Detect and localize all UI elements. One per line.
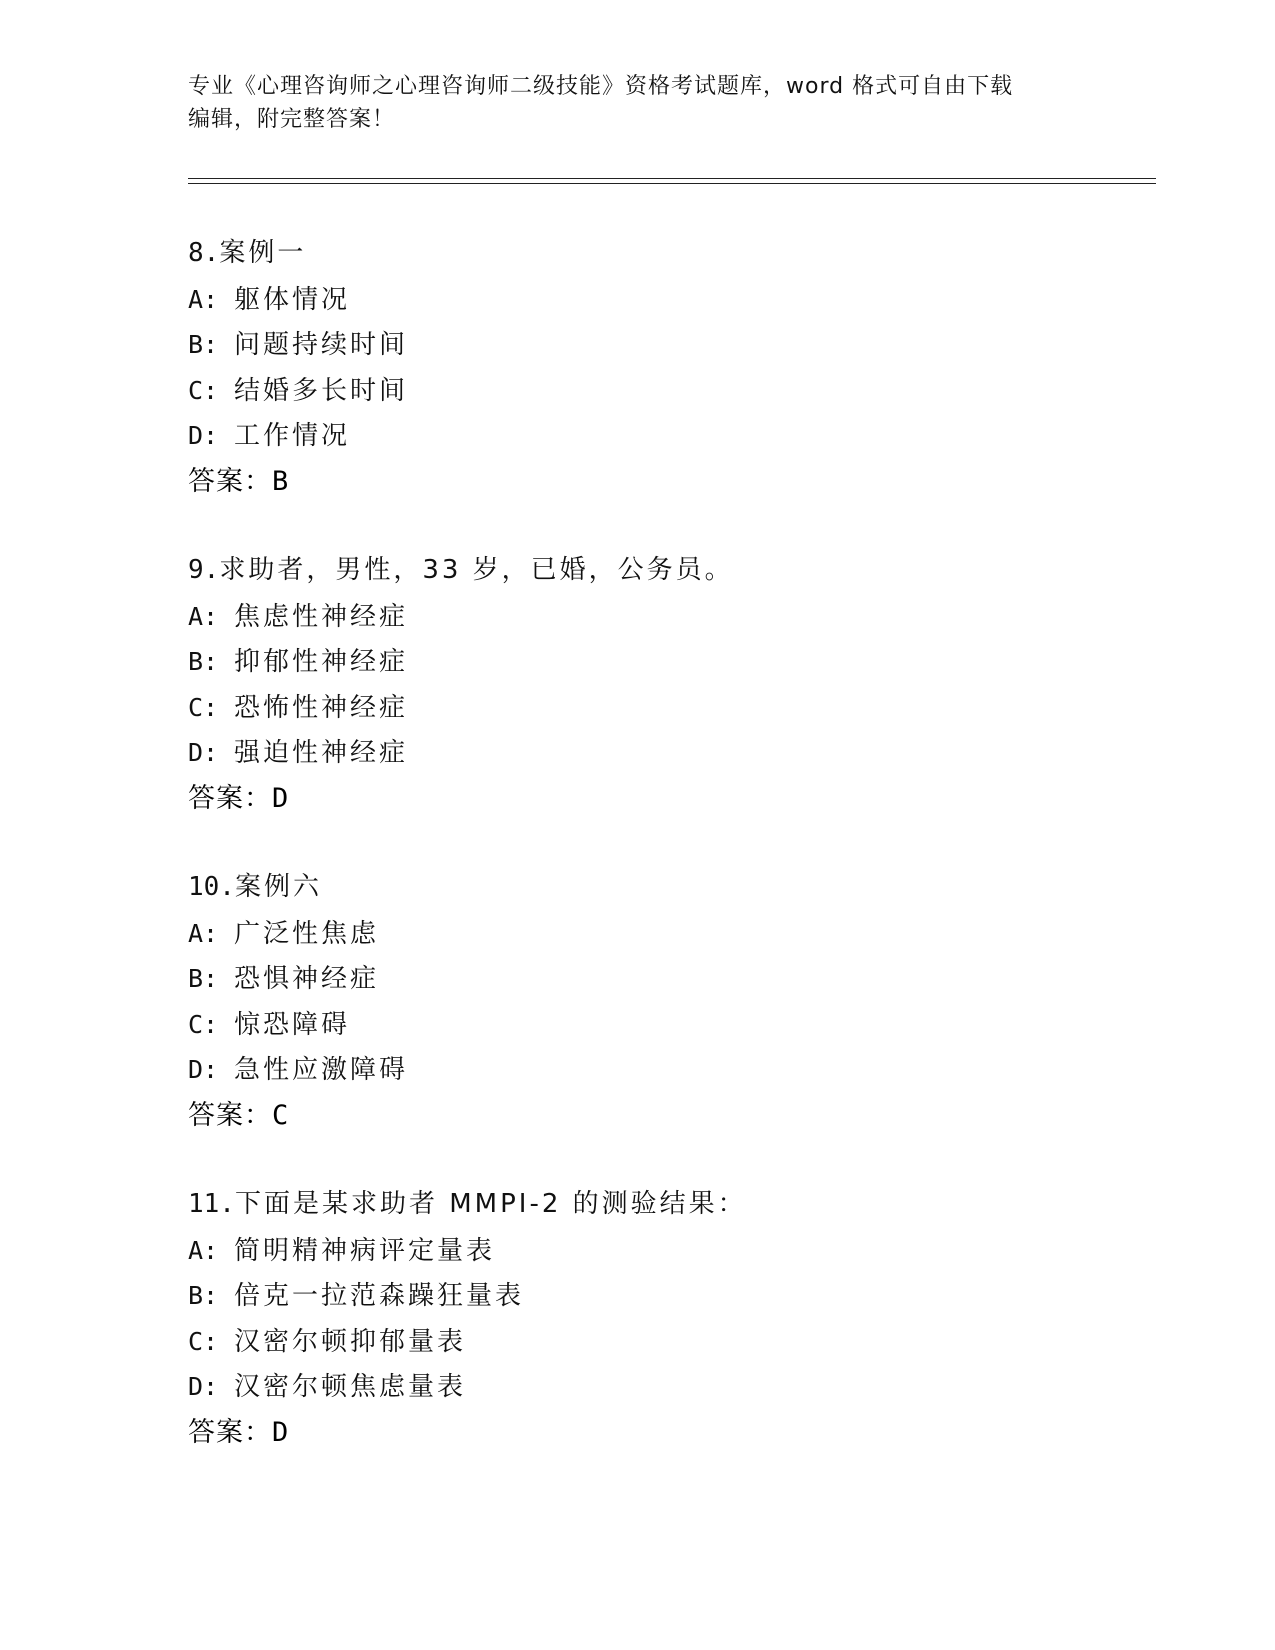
option-c bbox=[188, 1319, 1088, 1365]
option-label: C: bbox=[188, 375, 219, 405]
option-text: 恐惧神经症 bbox=[234, 964, 380, 994]
question-text: 案例六 bbox=[234, 872, 322, 902]
answer-value: D bbox=[272, 1416, 290, 1448]
option-text: 急性应激障碍 bbox=[234, 1055, 409, 1085]
option-text: 汉密尔顿焦虑量表 bbox=[234, 1372, 467, 1402]
option-label: B: bbox=[188, 964, 219, 993]
question-stem bbox=[188, 231, 1088, 277]
option-label: D: bbox=[188, 421, 219, 450]
option-label: B: bbox=[188, 330, 219, 359]
option-text: 焦虑性神经症 bbox=[234, 601, 409, 632]
question-10 bbox=[188, 865, 1088, 1138]
question-number: 11. bbox=[188, 1189, 235, 1219]
option-a bbox=[188, 277, 1088, 323]
option-b bbox=[188, 956, 1088, 1002]
option-c bbox=[188, 1002, 1088, 1048]
option-a bbox=[188, 594, 1088, 640]
question-stem bbox=[188, 548, 1088, 594]
question-9 bbox=[188, 548, 1088, 821]
answer-line bbox=[188, 776, 1088, 822]
option-label: B: bbox=[188, 1281, 219, 1310]
option-label: A: bbox=[188, 918, 219, 948]
option-a bbox=[188, 1228, 1088, 1274]
question-number: 10. bbox=[188, 872, 235, 902]
option-text: 倍克一拉范森躁狂量表 bbox=[234, 1281, 525, 1311]
answer-line bbox=[188, 1093, 1088, 1139]
option-text: 简明精神病评定量表 bbox=[234, 1235, 496, 1266]
option-text: 结婚多长时间 bbox=[234, 375, 409, 406]
option-text: 广泛性焦虑 bbox=[234, 918, 380, 949]
option-text: 惊恐障碍 bbox=[234, 1009, 351, 1040]
option-text: 问题持续时间 bbox=[234, 330, 409, 360]
option-d bbox=[188, 413, 1088, 459]
header-line-1: 专业《心理咨询师之心理咨询师二级技能》资格考试题库，word 格式可自由下载 bbox=[188, 74, 1014, 99]
option-d bbox=[188, 730, 1088, 776]
option-text: 强迫性神经症 bbox=[234, 738, 409, 768]
option-label: A: bbox=[188, 284, 219, 314]
option-b bbox=[188, 322, 1088, 368]
answer-prefix: 答案： bbox=[188, 782, 272, 814]
option-label: C: bbox=[188, 1009, 219, 1039]
option-d bbox=[188, 1047, 1088, 1093]
answer-prefix: 答案： bbox=[188, 1416, 272, 1448]
option-label: C: bbox=[188, 692, 219, 722]
option-label: D: bbox=[188, 738, 219, 767]
option-c bbox=[188, 368, 1088, 414]
question-number: 9. bbox=[188, 555, 220, 585]
option-text: 抑郁性神经症 bbox=[234, 647, 409, 677]
answer-value: D bbox=[272, 782, 290, 814]
option-label: C: bbox=[188, 1326, 219, 1356]
question-11 bbox=[188, 1182, 1088, 1455]
question-number: 8. bbox=[188, 238, 220, 268]
question-stem bbox=[188, 1182, 1088, 1228]
option-label: B: bbox=[188, 647, 219, 676]
option-c bbox=[188, 685, 1088, 731]
question-8 bbox=[188, 231, 1088, 504]
option-text: 恐怖性神经症 bbox=[234, 692, 409, 723]
header-divider-bottom bbox=[188, 183, 1156, 184]
option-label: D: bbox=[188, 1372, 219, 1401]
answer-value: B bbox=[272, 465, 290, 497]
option-b bbox=[188, 639, 1088, 685]
option-d bbox=[188, 1364, 1088, 1410]
option-label: D: bbox=[188, 1055, 219, 1084]
option-a bbox=[188, 911, 1088, 957]
option-text: 汉密尔顿抑郁量表 bbox=[234, 1326, 467, 1357]
answer-value: C bbox=[272, 1099, 290, 1131]
question-text: 案例一 bbox=[219, 238, 307, 268]
question-text: 下面是某求助者 MMPI-2 的测验结果： bbox=[234, 1189, 747, 1219]
answer-prefix: 答案： bbox=[188, 1099, 272, 1131]
option-text: 工作情况 bbox=[234, 421, 351, 451]
option-text: 躯体情况 bbox=[234, 284, 351, 315]
question-stem bbox=[188, 865, 1088, 911]
document-header bbox=[188, 70, 1068, 136]
header-line-2: 编辑，附完整答案！ bbox=[188, 107, 396, 132]
answer-line bbox=[188, 1410, 1088, 1456]
answer-prefix: 答案： bbox=[188, 465, 272, 497]
answer-line bbox=[188, 459, 1088, 505]
option-label: A: bbox=[188, 1235, 219, 1265]
question-text: 求助者，男性，33 岁，已婚，公务员。 bbox=[219, 555, 734, 585]
option-label: A: bbox=[188, 601, 219, 631]
option-b bbox=[188, 1273, 1088, 1319]
header-divider-top bbox=[188, 178, 1156, 179]
